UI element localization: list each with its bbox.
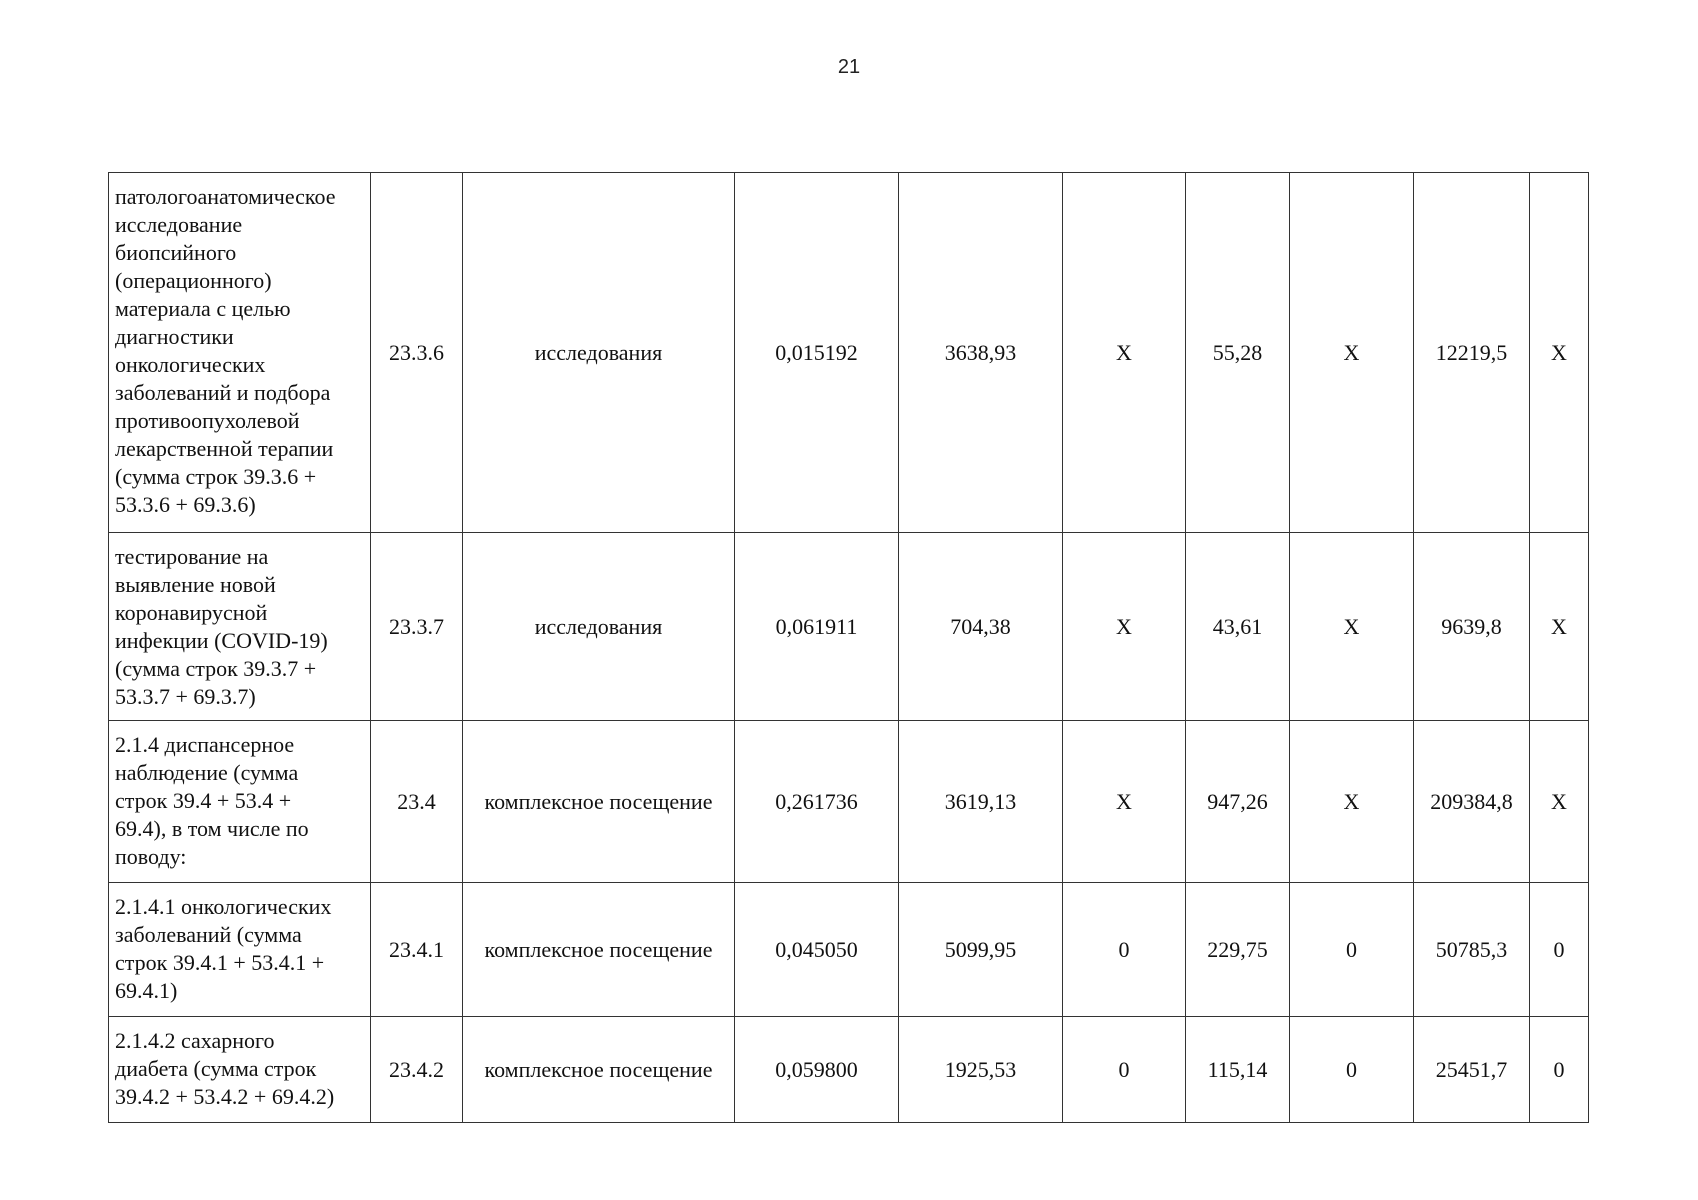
row-unit: комплексное посещение	[463, 721, 735, 883]
row-value-6: X	[1063, 173, 1186, 533]
row-value-7: 55,28	[1186, 173, 1290, 533]
row-value-9: 25451,7	[1414, 1017, 1530, 1123]
row-description: патологоанатомическое исследование биопсийного (операционного) материала с целью диагностики онкологических заболеваний и подбора противоопухолевой лекарственной терапии (сумма строк 39.3.6 + 53.3.6 + 69.3.6)	[109, 173, 371, 533]
row-value-6: 0	[1063, 1017, 1186, 1123]
row-value-5: 5099,95	[899, 883, 1063, 1017]
row-value-6: X	[1063, 721, 1186, 883]
row-unit: комплексное посещение	[463, 883, 735, 1017]
row-description: тестирование на выявление новой коронавирусной инфекции (COVID-19) (сумма строк 39.3.7 + 53.3.7 + 69.3.7)	[109, 533, 371, 721]
row-value-9: 9639,8	[1414, 533, 1530, 721]
row-value-5: 704,38	[899, 533, 1063, 721]
row-value-4: 0,261736	[735, 721, 899, 883]
row-value-8: 0	[1290, 883, 1414, 1017]
data-table	[108, 172, 1589, 1123]
row-value-8: X	[1290, 533, 1414, 721]
row-unit: комплексное посещение	[463, 1017, 735, 1123]
row-description: 2.1.4 диспансерное наблюдение (сумма строк 39.4 + 53.4 + 69.4), в том числе по поводу:	[109, 721, 371, 883]
table-row	[109, 533, 1589, 721]
row-code: 23.4	[371, 721, 463, 883]
row-value-10: 0	[1530, 1017, 1589, 1123]
row-value-5: 1925,53	[899, 1017, 1063, 1123]
row-value-8: X	[1290, 721, 1414, 883]
row-value-6: X	[1063, 533, 1186, 721]
table-row	[109, 721, 1589, 883]
row-value-5: 3619,13	[899, 721, 1063, 883]
row-code: 23.4.1	[371, 883, 463, 1017]
row-code: 23.4.2	[371, 1017, 463, 1123]
row-description: 2.1.4.2 сахарного диабета (сумма строк 39.4.2 + 53.4.2 + 69.4.2)	[109, 1017, 371, 1123]
table-row	[109, 173, 1589, 533]
row-value-7: 115,14	[1186, 1017, 1290, 1123]
row-value-9: 50785,3	[1414, 883, 1530, 1017]
row-value-7: 947,26	[1186, 721, 1290, 883]
page-number: 21	[837, 56, 861, 78]
row-description: 2.1.4.1 онкологических заболеваний (сумма строк 39.4.1 + 53.4.1 + 69.4.1)	[109, 883, 371, 1017]
row-value-6: 0	[1063, 883, 1186, 1017]
row-code: 23.3.6	[371, 173, 463, 533]
row-value-8: 0	[1290, 1017, 1414, 1123]
table-row	[109, 883, 1589, 1017]
row-code: 23.3.7	[371, 533, 463, 721]
row-unit: исследования	[463, 533, 735, 721]
row-value-9: 12219,5	[1414, 173, 1530, 533]
row-unit: исследования	[463, 173, 735, 533]
row-value-9: 209384,8	[1414, 721, 1530, 883]
row-value-4: 0,059800	[735, 1017, 899, 1123]
row-value-4: 0,045050	[735, 883, 899, 1017]
row-value-4: 0,015192	[735, 173, 899, 533]
row-value-8: X	[1290, 173, 1414, 533]
row-value-10: X	[1530, 173, 1589, 533]
row-value-10: X	[1530, 721, 1589, 883]
row-value-7: 43,61	[1186, 533, 1290, 721]
row-value-4: 0,061911	[735, 533, 899, 721]
row-value-10: X	[1530, 533, 1589, 721]
row-value-5: 3638,93	[899, 173, 1063, 533]
table-row	[109, 1017, 1589, 1123]
row-value-10: 0	[1530, 883, 1589, 1017]
row-value-7: 229,75	[1186, 883, 1290, 1017]
